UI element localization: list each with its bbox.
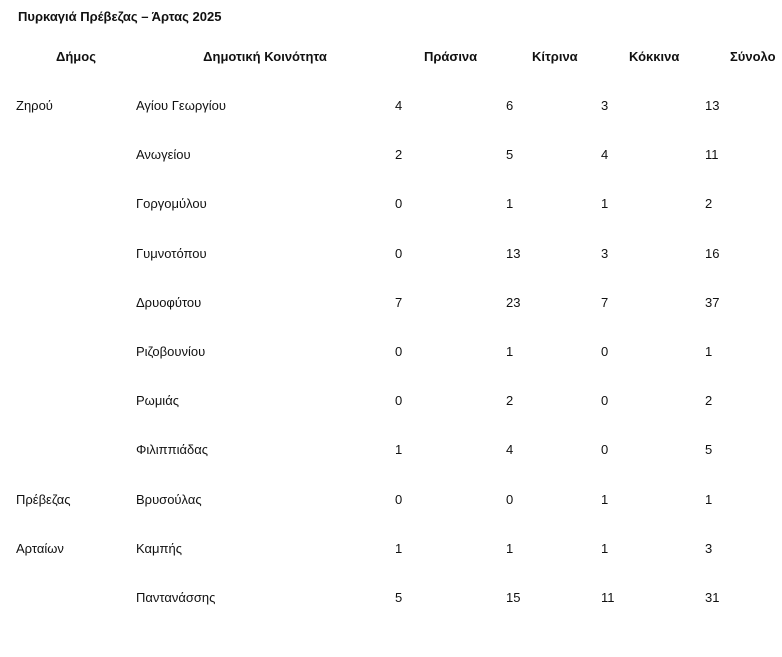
cell-total: 2: [705, 393, 713, 408]
cell-community: Δρυοφύτου: [136, 295, 202, 310]
table-row: [0, 196, 782, 214]
cell-municipality: Πρέβεζας: [16, 492, 71, 507]
cell-green: 0: [395, 344, 403, 359]
cell-yellow: 5: [506, 147, 514, 162]
cell-community: Φιλιππιάδας: [136, 442, 209, 457]
cell-yellow: 2: [506, 393, 514, 408]
cell-community: Ριζοβουνίου: [136, 344, 206, 359]
cell-yellow: 15: [506, 590, 521, 605]
document-title: Πυρκαγιά Πρέβεζας – Άρτας 2025: [18, 9, 222, 24]
header-green: Πράσινα: [424, 49, 478, 64]
cell-red: 0: [601, 393, 609, 408]
cell-total: 37: [705, 295, 720, 310]
table-row: [0, 344, 782, 362]
cell-red: 1: [601, 492, 609, 507]
table-row: [0, 295, 782, 313]
cell-total: 2: [705, 196, 713, 211]
cell-total: 5: [705, 442, 713, 457]
table-row: [0, 541, 782, 559]
header-yellow: Κίτρινα: [532, 49, 578, 64]
table-row: [0, 442, 782, 460]
cell-red: 7: [601, 295, 609, 310]
cell-green: 0: [395, 492, 403, 507]
table-row: [0, 492, 782, 510]
cell-green: 1: [395, 541, 403, 556]
cell-yellow: 6: [506, 98, 514, 113]
header-municipality: Δήμος: [56, 49, 96, 64]
cell-community: Καμπής: [136, 541, 182, 556]
table-row: [0, 147, 782, 165]
cell-green: 2: [395, 147, 403, 162]
cell-municipality: Ζηρού: [16, 98, 53, 113]
table-row: [0, 590, 782, 608]
cell-yellow: 0: [506, 492, 514, 507]
cell-community: Γοργομύλου: [136, 196, 207, 211]
cell-yellow: 13: [506, 246, 521, 261]
cell-red: 4: [601, 147, 609, 162]
table-row: [0, 393, 782, 411]
cell-community: Παντανάσσης: [136, 590, 216, 605]
header-red: Κόκκινα: [629, 49, 680, 64]
cell-community: Ρωμιάς: [136, 393, 179, 408]
cell-municipality: Αρταίων: [16, 541, 64, 556]
cell-total: 31: [705, 590, 720, 605]
cell-red: 1: [601, 196, 609, 211]
table-row: [0, 246, 782, 264]
cell-yellow: 1: [506, 196, 514, 211]
header-community: Δημοτική Κοινότητα: [203, 49, 327, 64]
cell-red: 11: [601, 590, 615, 605]
cell-red: 0: [601, 442, 609, 457]
cell-community: Αγίου Γεωργίου: [136, 98, 227, 113]
cell-total: 13: [705, 98, 720, 113]
cell-total: 1: [705, 492, 713, 507]
cell-green: 7: [395, 295, 403, 310]
cell-community: Βρυσούλας: [136, 492, 202, 507]
cell-green: 0: [395, 393, 403, 408]
cell-yellow: 1: [506, 344, 514, 359]
table-row: [0, 98, 782, 116]
cell-red: 3: [601, 246, 609, 261]
cell-community: Γυμνοτόπου: [136, 246, 207, 261]
cell-community: Ανωγείου: [136, 147, 191, 162]
cell-green: 5: [395, 590, 403, 605]
cell-green: 0: [395, 196, 403, 211]
cell-total: 1: [705, 344, 713, 359]
cell-yellow: 23: [506, 295, 521, 310]
cell-yellow: 1: [506, 541, 514, 556]
cell-total: 16: [705, 246, 720, 261]
cell-red: 0: [601, 344, 609, 359]
cell-red: 1: [601, 541, 609, 556]
cell-green: 1: [395, 442, 403, 457]
cell-yellow: 4: [506, 442, 514, 457]
cell-green: 0: [395, 246, 403, 261]
cell-green: 4: [395, 98, 403, 113]
cell-red: 3: [601, 98, 609, 113]
header-total: Σύνολο: [730, 49, 776, 64]
cell-total: 11: [705, 147, 719, 162]
cell-total: 3: [705, 541, 713, 556]
